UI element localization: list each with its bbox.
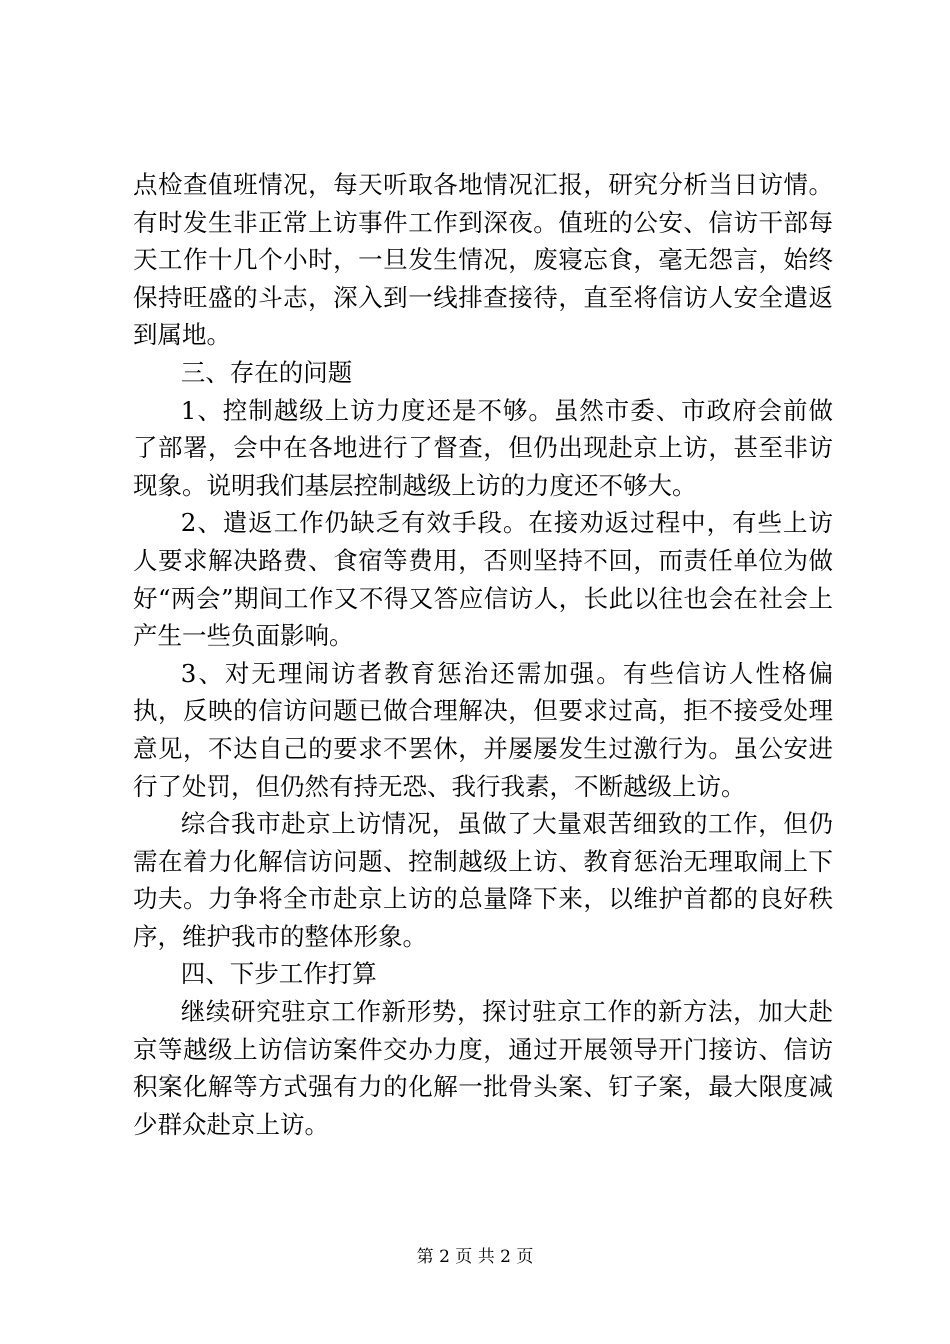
paragraph-problem-3: 3、对无理闹访者教育惩治还需加强。有些信访人性格偏执，反映的信访问题已做合理解决，但要求过高，拒不接受处理意见，不达自己的要求不罢休，并屡屡发生过激行为。虽公安进行了处罚，但仍然有持无恐、我行我素，不断越级上访。 [133,658,833,801]
paragraph-continuation: 点检查值班情况，每天听取各地情况汇报，研究分析当日访情。有时发生非正常上访事件工作到深夜。值班的公安、信访干部每天工作十几个小时，一旦发生情况，废寝忘食，毫无怨言，始终保持旺盛的斗志，深入到一线排查接待，直至将信访人安全遣返到属地。 [133,170,833,350]
section-heading-next-steps: 四、下步工作打算 [180,959,377,989]
page-number-label: 第 2 页 共 2 页 [416,1247,534,1267]
paragraph-problem-2: 2、遣返工作仍缺乏有效手段。在接劝返过程中，有些上访人要求解决路费、食宿等费用，否则坚持不回，而责任单位为做好“两会”期间工作又不得又答应信访人，长此以往也会在社会上产生一些负面影响。 [133,508,833,651]
page-footer [0,1245,950,1269]
section-heading-problems: 三、存在的问题 [180,357,353,387]
document-body [133,166,833,1143]
paragraph-next-steps: 继续研究驻京工作新形势，探讨驻京工作的新方法，加大赴京等越级上访信访案件交办力度，通过开展领导开门接访、信访积案化解等方式强有力的化解一批骨头案、钉子案，最大限度减少群众赴京上访。 [133,997,833,1139]
paragraph-summary: 综合我市赴京上访情况，虽做了大量艰苦细致的工作，但仍需在着力化解信访问题、控制越级上访、教育惩治无理取闹上下功夫。力争将全市赴京上访的总量降下来，以维护首都的良好秩序，维护我市的整体形象。 [133,809,833,951]
paragraph-problem-1: 1、控制越级上访力度还是不够。虽然市委、市政府会前做了部署，会中在各地进行了督查，但仍出现赴京上访，甚至非访现象。说明我们基层控制越级上访的力度还不够大。 [133,395,833,500]
